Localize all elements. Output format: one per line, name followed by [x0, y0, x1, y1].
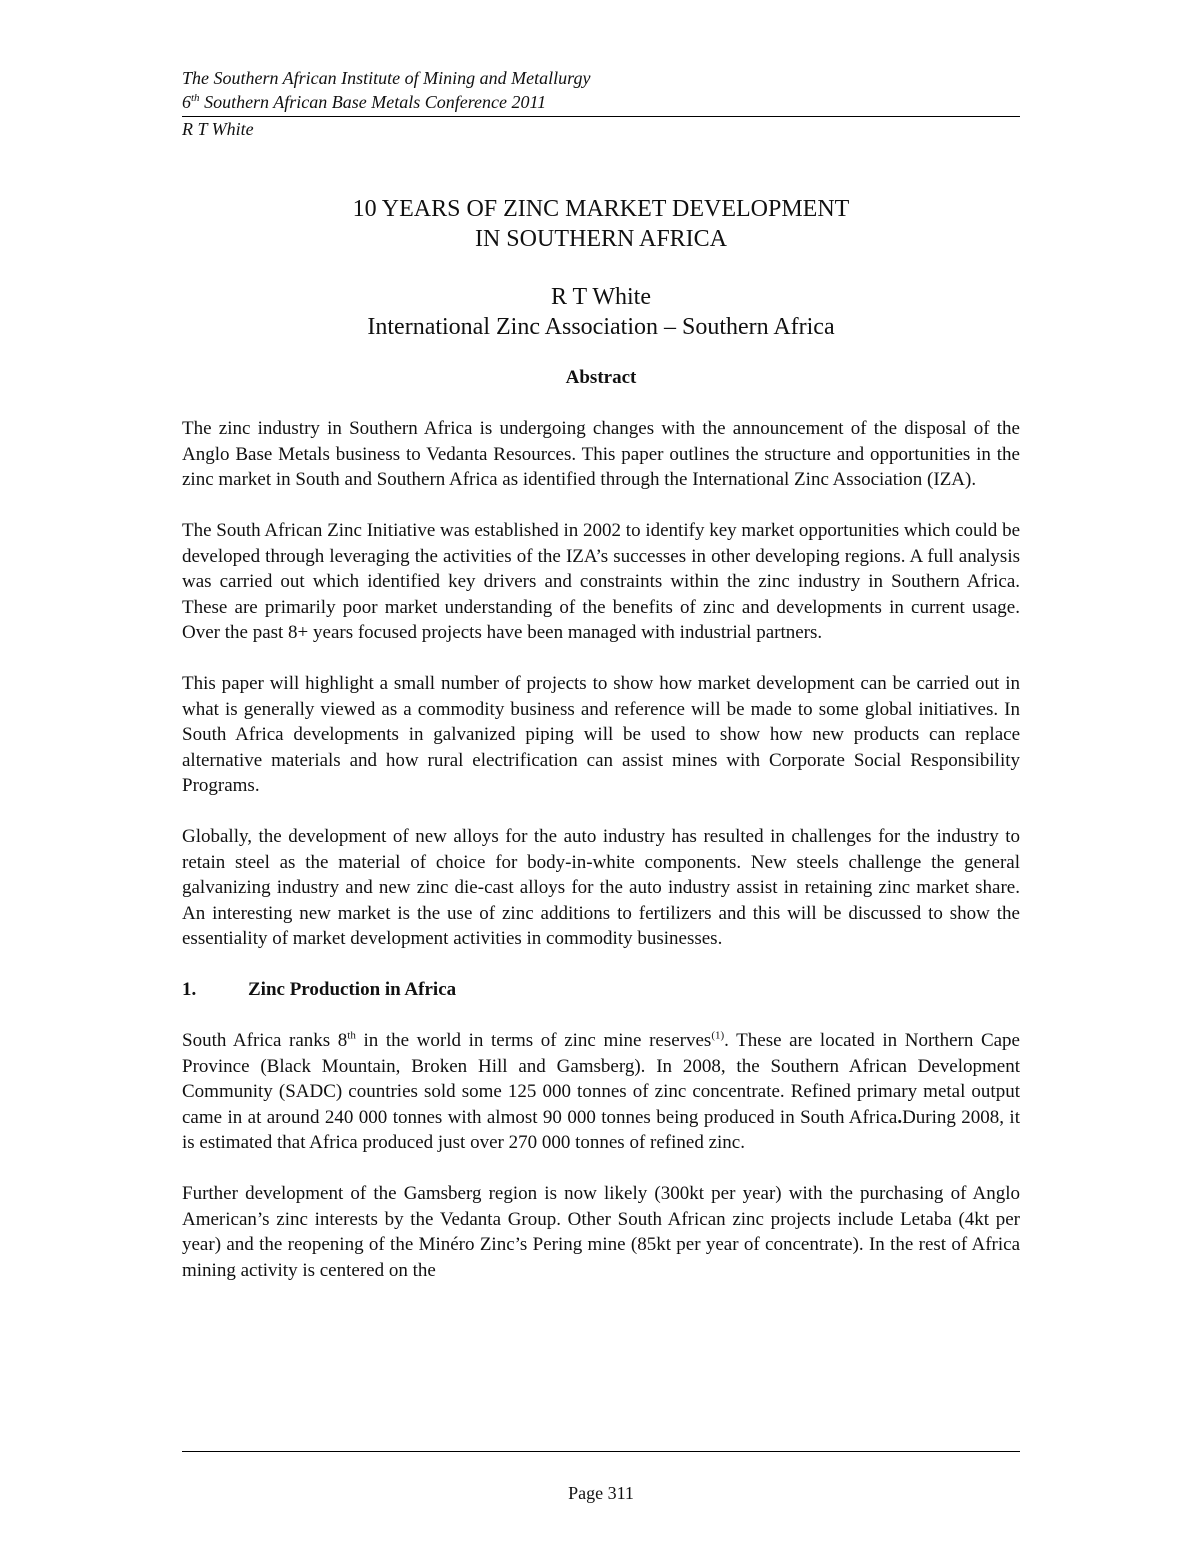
- title-line-1: 10 YEARS OF ZINC MARKET DEVELOPMENT: [352, 196, 850, 222]
- section-paragraph-1: South Africa ranks 8th in the world in terms of zinc mine reserves$^{(1)}$. These are located in Northern Cape Province (Black Mountain, Broken Hill and Gamsberg). In 2008, the Southern African Development Community (SADC) countries sold some 125 000 tonnes of zinc concentrate. Refined primary metal output came in at around 240 000 tonnes with almost 90 000 tonnes being produced in South Africa.During 2008, it is estimated that Africa produced just over 270 000 tonnes of refined zinc.: [182, 1029, 1020, 1153]
- abstract-paragraph-4: Globally, the development of new alloys for the auto industry has resulted in challenges for the industry to retain steel as the material of choice for body-in-white components. New steels challenge the general galvanizing industry and new zinc die-cast alloys for the auto industry assist in retaining zinc market share. An interesting new market is the use of zinc additions to fertilizers and this will be discussed to show the essentiality of market development activities in commodity businesses.: [182, 826, 1020, 949]
- title-line-2: IN SOUTHERN AFRICA: [474, 226, 728, 252]
- citation-ref: (1): [711, 1029, 725, 1042]
- body-text: [182, 416, 1020, 1309]
- author-name: R T White: [550, 284, 651, 310]
- author-affiliation: International Zinc Association – Southern Africa: [367, 314, 835, 340]
- author-block: [182, 282, 1020, 342]
- abstract-paragraph-1: The zinc industry in Southern Africa is undergoing changes with the announcement of the disposal of the Anglo Base Metals business to Vedanta Resources. This paper outlines the structure and opportunities in the zinc market in South and Southern Africa as identified through the International Zinc Association (IZA).: [182, 418, 1020, 490]
- header-conference: 6th Southern African Base Metals Conference 2011: [182, 92, 547, 112]
- header-institute: The Southern African Institute of Mining and Metallurgy: [182, 68, 591, 88]
- abstract-paragraph-2: The South African Zinc Initiative was established in 2002 to identify key market opportunities which could be developed through leveraging the activities of the IZA’s successes in other developing regions. A full analysis was carried out which identified key drivers and constraints within the zinc industry in Southern Africa. These are primarily poor market understanding of the benefits of zinc and developments in current usage. Over the past 8+ years focused projects have been managed with industrial partners.: [182, 520, 1020, 643]
- section-title: Zinc Production in Africa: [248, 979, 457, 1000]
- abstract-paragraph-3: This paper will highlight a small number of projects to show how market development can be carried out in what is generally viewed as a commodity business and reference will be made to some global initiatives. In South Africa developments in galvanized piping will be used to show how new products can replace alternative materials and how rural electrification can assist mines with Corporate Social Responsibility Programs.: [182, 673, 1020, 796]
- section-paragraph-2: Further development of the Gamsberg region is now likely (300kt per year) with the purchasing of Anglo American’s zinc interests by the Vedanta Group. Other South African zinc projects include Letaba (4kt per year) and the reopening of the Minéro Zinc’s Pering mine (85kt per year of concentrate). In the rest of Africa mining activity is centered on the: [182, 1183, 1020, 1281]
- section-number: 1.: [182, 979, 197, 1000]
- abstract-heading: Abstract: [565, 367, 637, 388]
- page-number: Page 311: [568, 1483, 634, 1503]
- running-header: [182, 66, 1020, 141]
- header-author: R T White: [182, 119, 254, 139]
- section-heading: [182, 977, 1020, 1003]
- footer-rule: [182, 1451, 1020, 1452]
- paper-title: [182, 194, 1020, 254]
